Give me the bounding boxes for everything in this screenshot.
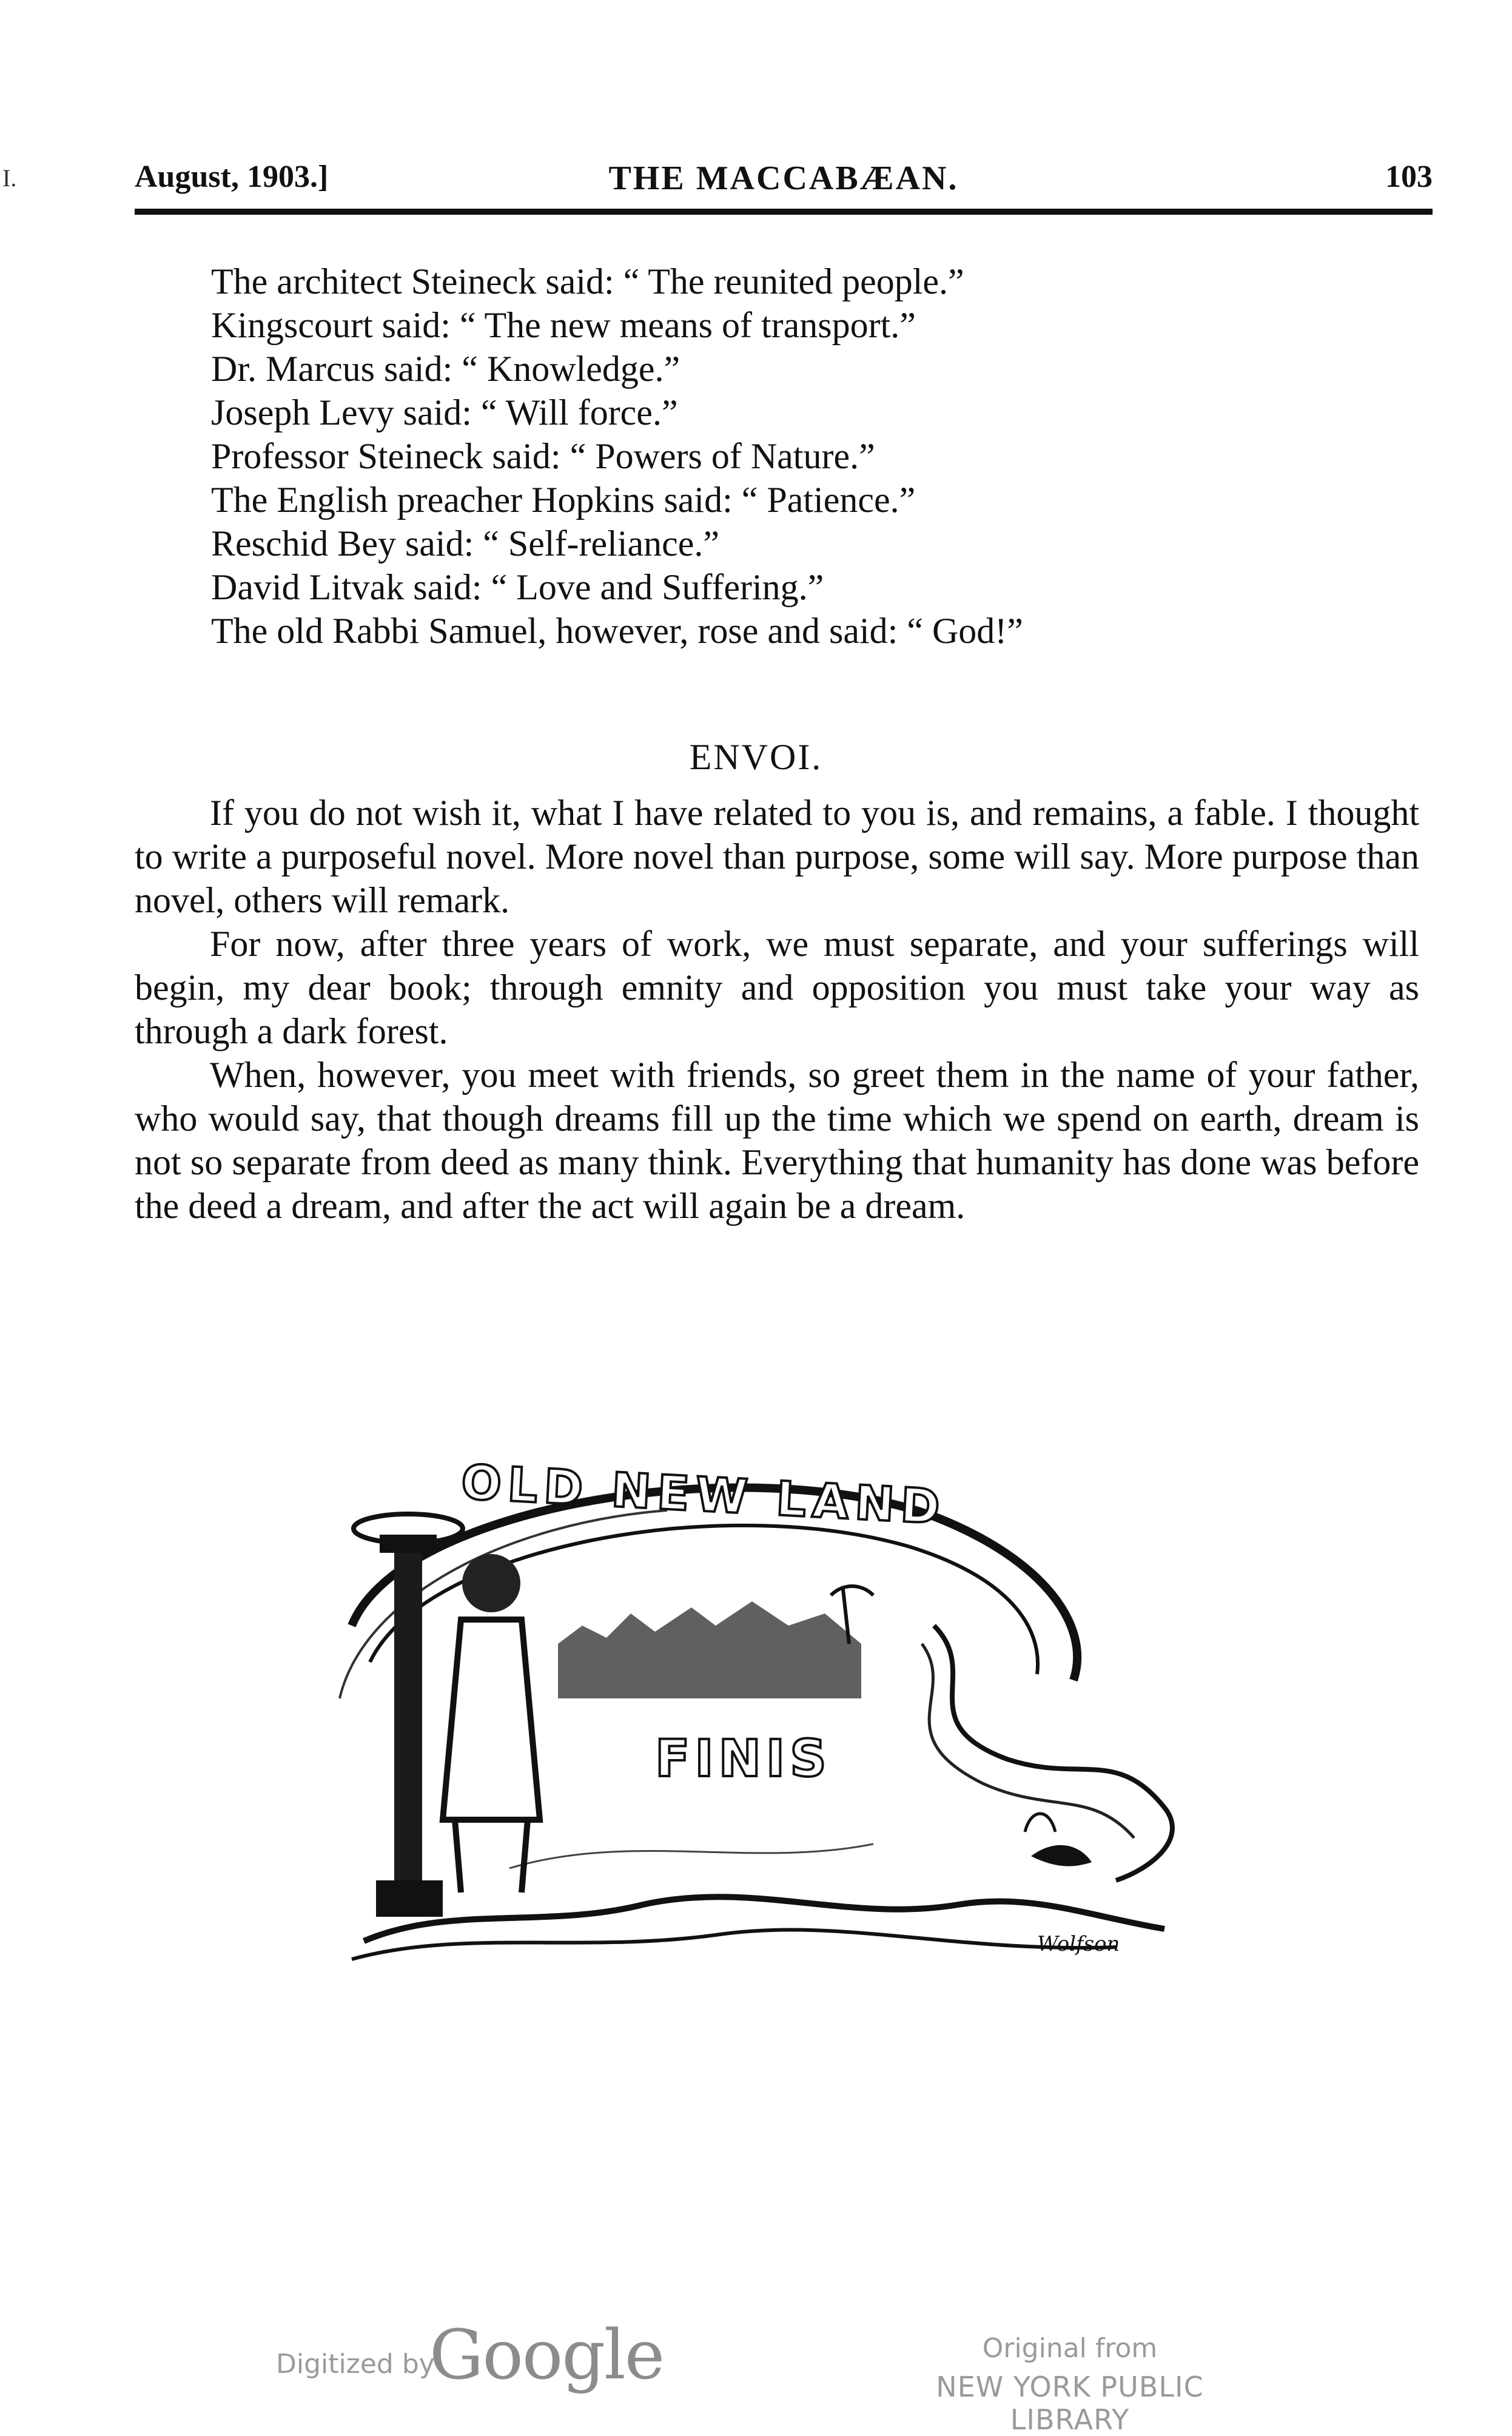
envoi-body <box>135 791 1419 1228</box>
original-from-label: Original from <box>982 2333 1158 2364</box>
digitized-by-label: Digitized by <box>276 2349 435 2380</box>
google-wordmark: Google <box>429 2316 664 2395</box>
envoi-paragraph: For now, after three years of work, we must separate, and your sufferings will begin, my dear book; through emnity and opposition you must take your way as through a dark forest. <box>135 924 1419 1051</box>
header-rule <box>135 209 1433 215</box>
envoi-paragraph: When, however, you meet with friends, so greet them in the name of your father, who would say, that though dreams fill up the time which we spend on earth, dream is not so separate from deed as many think. Everything that humanity has done was before the deed a dream, and after the act will again be a dream. <box>135 1055 1419 1226</box>
header-date: August, 1903.] <box>135 160 329 194</box>
speech-line: Professor Steineck said: “ Powers of Nature.” <box>211 436 875 476</box>
speech-line: David Litvak said: “ Love and Suffering.” <box>211 567 824 607</box>
envoi-paragraph: If you do not wish it, what I have related to you is, and remains, a fable. I thought to write a purposeful novel. More novel than purpose, some will say. More purpose than novel, others will remark. <box>135 793 1419 920</box>
finis-illustration <box>328 1444 1201 1971</box>
library-name: NEW YORK PUBLIC LIBRARY <box>936 2370 1204 2436</box>
speech-line: Kingscourt said: “ The new means of transport.” <box>211 305 916 345</box>
speech-line: The old Rabbi Samuel, however, rose and said: “ God!” <box>211 611 1023 651</box>
finis-label: FINIS <box>655 1729 832 1788</box>
speech-line: The architect Steineck said: “ The reunited people.” <box>211 261 964 301</box>
margin-mark: I. <box>2 164 17 192</box>
banner-title: OLD NEW LAND <box>460 1455 947 1535</box>
running-header <box>135 159 1433 201</box>
header-journal-title: THE MACCABÆAN. <box>608 160 959 197</box>
speech-line: Dr. Marcus said: “ Knowledge.” <box>211 349 680 389</box>
header-page-number: 103 <box>1385 160 1433 194</box>
speech-line: Reschid Bey said: “ Self-reliance.” <box>211 523 720 564</box>
speech-line: Joseph Levy said: “ Will force.” <box>211 392 678 432</box>
envoi-heading: ENVOI. <box>689 737 823 777</box>
speech-line: The English preacher Hopkins said: “ Patience.” <box>211 480 916 520</box>
speech-list <box>211 260 1363 653</box>
artist-signature: Wolfson <box>1037 1932 1120 1956</box>
